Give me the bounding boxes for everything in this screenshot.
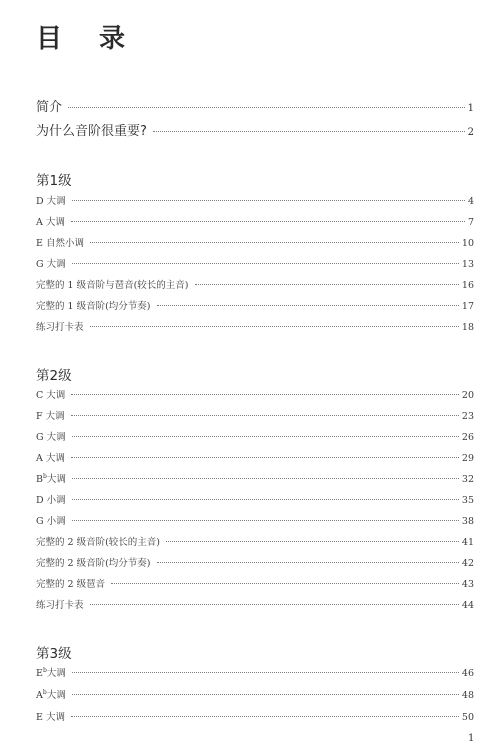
toc-entry[interactable]	[36, 193, 474, 207]
toc-page-number: 50	[461, 712, 474, 723]
toc-entry-label: 练习打卡表	[36, 322, 84, 333]
dot-leader	[111, 583, 459, 584]
toc-entry-label: G 大调	[36, 259, 66, 270]
dot-leader	[90, 604, 459, 605]
toc-entry-label: E 大调	[36, 712, 65, 723]
toc-entry[interactable]	[36, 319, 474, 333]
level-1-heading: 第1级	[36, 173, 72, 189]
toc-entry-label: 简介	[36, 100, 63, 115]
key-letter: E	[36, 668, 43, 679]
dot-leader	[71, 394, 459, 395]
dot-leader	[72, 478, 459, 479]
toc-entry-label: G 大调	[36, 432, 66, 443]
toc-entry-label	[36, 665, 66, 679]
dot-leader	[72, 520, 459, 521]
key-letter: A	[36, 690, 43, 701]
toc-page-number: 10	[461, 238, 474, 249]
dot-leader	[72, 672, 459, 673]
level-2-heading: 第2级	[36, 368, 72, 384]
toc-entry-label: 完整的 2 级音阶(均分节奏)	[36, 558, 151, 569]
toc-entry[interactable]	[36, 665, 474, 679]
toc-entry-label: A 大调	[36, 453, 65, 464]
toc-entry-label: F 大调	[36, 411, 65, 422]
toc-entry-label: A 大调	[36, 217, 65, 228]
key-suffix: 大调	[46, 668, 66, 679]
toc-page-number: 26	[461, 432, 474, 443]
toc-entry[interactable]	[36, 513, 474, 527]
toc-entry[interactable]	[36, 534, 474, 548]
flat-sign: b	[42, 688, 47, 696]
toc-entry-label: 完整的 1 级音阶(均分节奏)	[36, 301, 151, 312]
key-suffix: 大调	[46, 690, 66, 701]
toc-entry[interactable]	[36, 555, 474, 569]
toc-entry-label: 练习打卡表	[36, 600, 84, 611]
toc-entry-label: 完整的 1 级音阶与琶音(较长的主音)	[36, 280, 189, 291]
toc-entry-label	[36, 687, 66, 701]
toc-page-number: 13	[461, 259, 474, 270]
dot-leader	[72, 263, 459, 264]
toc-page-number: 7	[467, 217, 474, 228]
toc-entry-label: G 小调	[36, 516, 66, 527]
toc-page-number: 43	[461, 579, 474, 590]
dot-leader	[68, 107, 465, 108]
toc-entry[interactable]	[36, 387, 474, 401]
toc-entry[interactable]	[36, 298, 474, 312]
toc-page-number: 38	[461, 516, 474, 527]
toc-entry[interactable]	[36, 492, 474, 506]
level-3-heading: 第3级	[36, 646, 72, 662]
toc-page-number: 23	[461, 411, 474, 422]
dot-leader	[153, 131, 465, 132]
flat-sign: b	[42, 472, 47, 480]
toc-entry[interactable]	[36, 576, 474, 590]
dot-leader	[90, 242, 459, 243]
toc-page-number: 29	[461, 453, 474, 464]
page-title: 目 录	[36, 24, 140, 54]
toc-entry[interactable]	[36, 597, 474, 611]
toc-entry[interactable]	[36, 277, 474, 291]
dot-leader	[72, 436, 459, 437]
toc-entry-label: 完整的 2 级音阶(较长的主音)	[36, 537, 160, 548]
dot-leader	[72, 200, 465, 201]
dot-leader	[157, 305, 459, 306]
key-suffix: 大调	[46, 474, 66, 485]
toc-entry-label: C 大调	[36, 390, 66, 401]
dot-leader	[157, 562, 459, 563]
page-folio: 1	[468, 733, 475, 744]
toc-entry[interactable]	[36, 450, 474, 464]
toc-page-number: 42	[461, 558, 474, 569]
toc-page-number: 35	[461, 495, 474, 506]
toc-entry-label: 为什么音阶很重要?	[36, 124, 147, 139]
toc-entry[interactable]	[36, 256, 474, 270]
toc-entry[interactable]	[36, 235, 474, 249]
toc-page-number: 16	[461, 280, 474, 291]
toc-entry-label: D 小调	[36, 495, 66, 506]
toc-entry[interactable]	[36, 429, 474, 443]
toc-page-number: 17	[461, 301, 474, 312]
toc-entry[interactable]	[36, 687, 474, 701]
dot-leader	[72, 694, 459, 695]
toc-page-number: 4	[467, 196, 474, 207]
toc-entry[interactable]	[36, 408, 474, 422]
toc-entry-label: E 自然小调	[36, 238, 84, 249]
dot-leader	[71, 415, 459, 416]
dot-leader	[71, 457, 459, 458]
toc-page-number: 1	[467, 103, 474, 114]
toc-entry-label	[36, 471, 66, 485]
toc-entry-why-scales[interactable]	[36, 120, 474, 139]
dot-leader	[166, 541, 459, 542]
toc-entry[interactable]	[36, 214, 474, 228]
toc-page-number: 32	[461, 474, 474, 485]
toc-entry-label: 完整的 2 级琶音	[36, 579, 106, 590]
toc-entry-intro[interactable]	[36, 96, 474, 115]
dot-leader	[71, 221, 465, 222]
toc-entry[interactable]	[36, 471, 474, 485]
toc-entry[interactable]	[36, 709, 474, 723]
toc-page-number: 44	[461, 600, 474, 611]
toc-entry-label: D 大调	[36, 196, 66, 207]
toc-page-number: 18	[461, 322, 474, 333]
toc-page-number: 48	[461, 690, 474, 701]
dot-leader	[90, 326, 459, 327]
toc-page-number: 41	[461, 537, 474, 548]
flat-sign: b	[42, 666, 47, 674]
toc-page-number: 20	[461, 390, 474, 401]
key-letter: B	[36, 474, 43, 485]
dot-leader	[71, 716, 459, 717]
dot-leader	[72, 499, 459, 500]
toc-page-number: 46	[461, 668, 474, 679]
dot-leader	[195, 284, 459, 285]
toc-page-number: 2	[467, 127, 474, 138]
